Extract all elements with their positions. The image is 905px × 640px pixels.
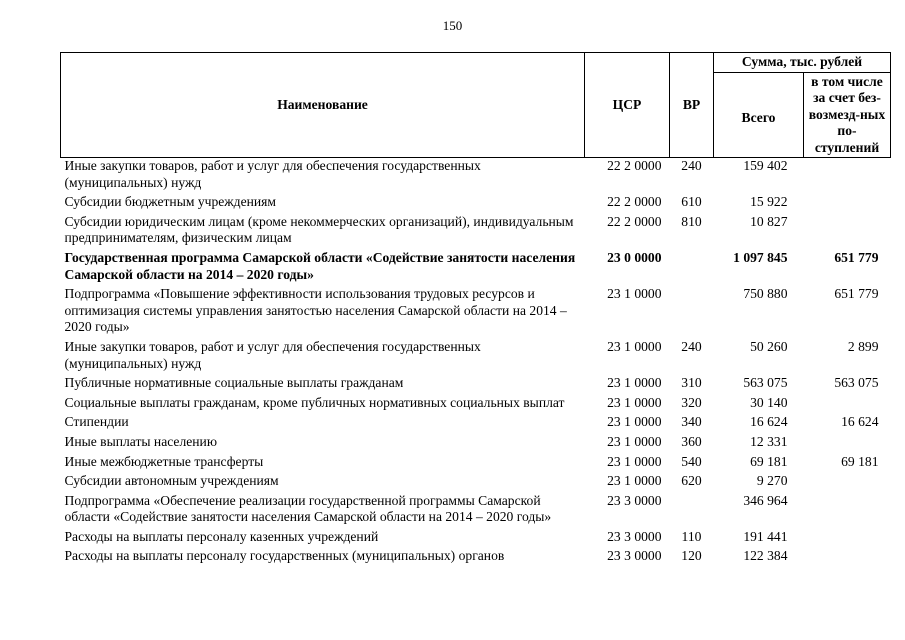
cell-free — [804, 545, 891, 565]
cell-vr: 110 — [681, 528, 702, 544]
cell-name: Государственная программа Самарской области «Содействие занятости населения Самарской области на 2014 – 2020 годы» — [64, 249, 576, 282]
table-row — [61, 158, 891, 192]
cell-name: Субсидии юридическим лицам (кроме некоммерческих организаций), индивидуальным предпринимателям, физическим лицам — [64, 213, 574, 246]
cell-total: 12 331 — [750, 433, 788, 449]
cell-free: 563 075 — [834, 375, 879, 391]
cell-vr: 540 — [681, 453, 702, 469]
cell-total: 122 384 — [743, 548, 788, 564]
cell-total: 30 140 — [750, 394, 788, 410]
cell-csr: 22 2 0000 — [607, 194, 662, 210]
cell-csr: 23 3 0000 — [607, 492, 662, 508]
cell-name: Публичные нормативные социальные выплаты гражданам — [64, 375, 404, 391]
table-header — [61, 53, 891, 158]
table-row — [61, 283, 891, 336]
cell-name: Социальные выплаты гражданам, кроме публичных нормативных социальных выплат — [64, 394, 565, 410]
cell-total: 16 624 — [750, 414, 788, 430]
cell-total: 346 964 — [743, 492, 788, 508]
cell-csr: 23 1 0000 — [607, 433, 662, 449]
cell-csr: 23 0 0000 — [607, 249, 662, 265]
cell-csr: 22 2 0000 — [607, 213, 662, 229]
column-header-name: Наименование — [61, 53, 585, 158]
cell-name: Иные закупки товаров, работ и услуг для обеспечения государственных (муниципальных) нужд — [64, 338, 481, 371]
cell-csr: 23 3 0000 — [607, 548, 662, 564]
cell-free — [804, 526, 891, 546]
cell-vr: 610 — [681, 194, 702, 210]
cell-csr: 23 1 0000 — [607, 338, 662, 354]
cell-csr: 23 3 0000 — [607, 528, 662, 544]
cell-name: Иные выплаты населению — [64, 433, 217, 449]
cell-total: 750 880 — [743, 286, 788, 302]
cell-name: Иные закупки товаров, работ и услуг для обеспечения государственных (муниципальных) нужд — [64, 158, 481, 190]
cell-name: Иные межбюджетные трансферты — [64, 453, 264, 469]
cell-total: 50 260 — [750, 338, 788, 354]
cell-vr: 120 — [681, 548, 702, 564]
cell-free — [804, 191, 891, 211]
cell-name: Расходы на выплаты персоналу государственных (муниципальных) органов — [64, 548, 505, 564]
cell-vr: 340 — [681, 414, 702, 430]
cell-vr: 240 — [681, 338, 702, 354]
table-row — [61, 470, 891, 490]
cell-total: 191 441 — [743, 528, 788, 544]
cell-total: 15 922 — [750, 194, 788, 210]
cell-csr: 23 1 0000 — [607, 414, 662, 430]
cell-total: 1 097 845 — [733, 249, 788, 265]
table-row — [61, 247, 891, 283]
cell-vr: 620 — [681, 473, 702, 489]
cell-name: Субсидии бюджетным учреждениям — [64, 194, 277, 210]
table-row — [61, 336, 891, 372]
cell-csr: 22 2 0000 — [607, 158, 662, 173]
table-row — [61, 211, 891, 247]
cell-vr — [670, 283, 714, 336]
table-row — [61, 526, 891, 546]
table-row — [61, 411, 891, 431]
cell-csr: 23 1 0000 — [607, 394, 662, 410]
cell-csr: 23 1 0000 — [607, 286, 662, 302]
cell-vr: 360 — [681, 433, 702, 449]
cell-vr: 810 — [681, 213, 702, 229]
table-row — [61, 431, 891, 451]
column-header-sum: Сумма, тыс. рублей — [714, 53, 891, 73]
cell-free — [804, 392, 891, 412]
cell-csr: 23 1 0000 — [607, 453, 662, 469]
cell-vr — [670, 490, 714, 526]
cell-csr: 23 1 0000 — [607, 473, 662, 489]
cell-name: Стипендии — [64, 414, 129, 430]
cell-free: 16 624 — [841, 414, 879, 430]
cell-name: Подпрограмма «Обеспечение реализации государственной программы Самарской области «Содействие занятости населения Самарской области на 2014 – 2020 годы» — [64, 492, 552, 525]
cell-name: Расходы на выплаты персоналу казенных учреждений — [64, 528, 379, 544]
table-row — [61, 490, 891, 526]
column-header-free: в том числе за счет без-возмезд-ных по-ступлений — [804, 73, 891, 158]
cell-vr: 320 — [681, 394, 702, 410]
column-header-vr: ВР — [670, 53, 714, 158]
cell-free: 651 779 — [834, 286, 879, 302]
cell-name: Подпрограмма «Повышение эффективности использования трудовых ресурсов и оптимизация системы управления занятостью населения Самарской области на 2014 – 2020 годы» — [64, 286, 567, 335]
budget-table — [60, 52, 891, 565]
cell-total: 10 827 — [750, 213, 788, 229]
page-number: 150 — [442, 18, 463, 33]
cell-free — [804, 211, 891, 247]
table-row — [61, 191, 891, 211]
cell-free — [804, 431, 891, 451]
cell-vr — [670, 247, 714, 283]
table-row — [61, 392, 891, 412]
table-row — [61, 372, 891, 392]
table-row — [61, 451, 891, 471]
cell-free: 2 899 — [847, 338, 879, 354]
cell-vr: 240 — [681, 158, 702, 173]
table-body — [61, 158, 891, 566]
cell-free: 651 779 — [834, 249, 879, 265]
column-header-total: Всего — [714, 73, 804, 158]
cell-total: 69 181 — [750, 453, 788, 469]
cell-free — [804, 490, 891, 526]
cell-free — [804, 470, 891, 490]
cell-csr: 23 1 0000 — [607, 375, 662, 391]
table-row — [61, 545, 891, 565]
cell-total: 159 402 — [743, 158, 788, 173]
column-header-csr: ЦСР — [585, 53, 670, 158]
cell-free: 69 181 — [841, 453, 879, 469]
cell-free — [804, 158, 891, 192]
cell-total: 9 270 — [756, 473, 788, 489]
cell-vr: 310 — [681, 375, 702, 391]
cell-name: Субсидии автономным учреждениям — [64, 473, 279, 489]
cell-total: 563 075 — [743, 375, 788, 391]
